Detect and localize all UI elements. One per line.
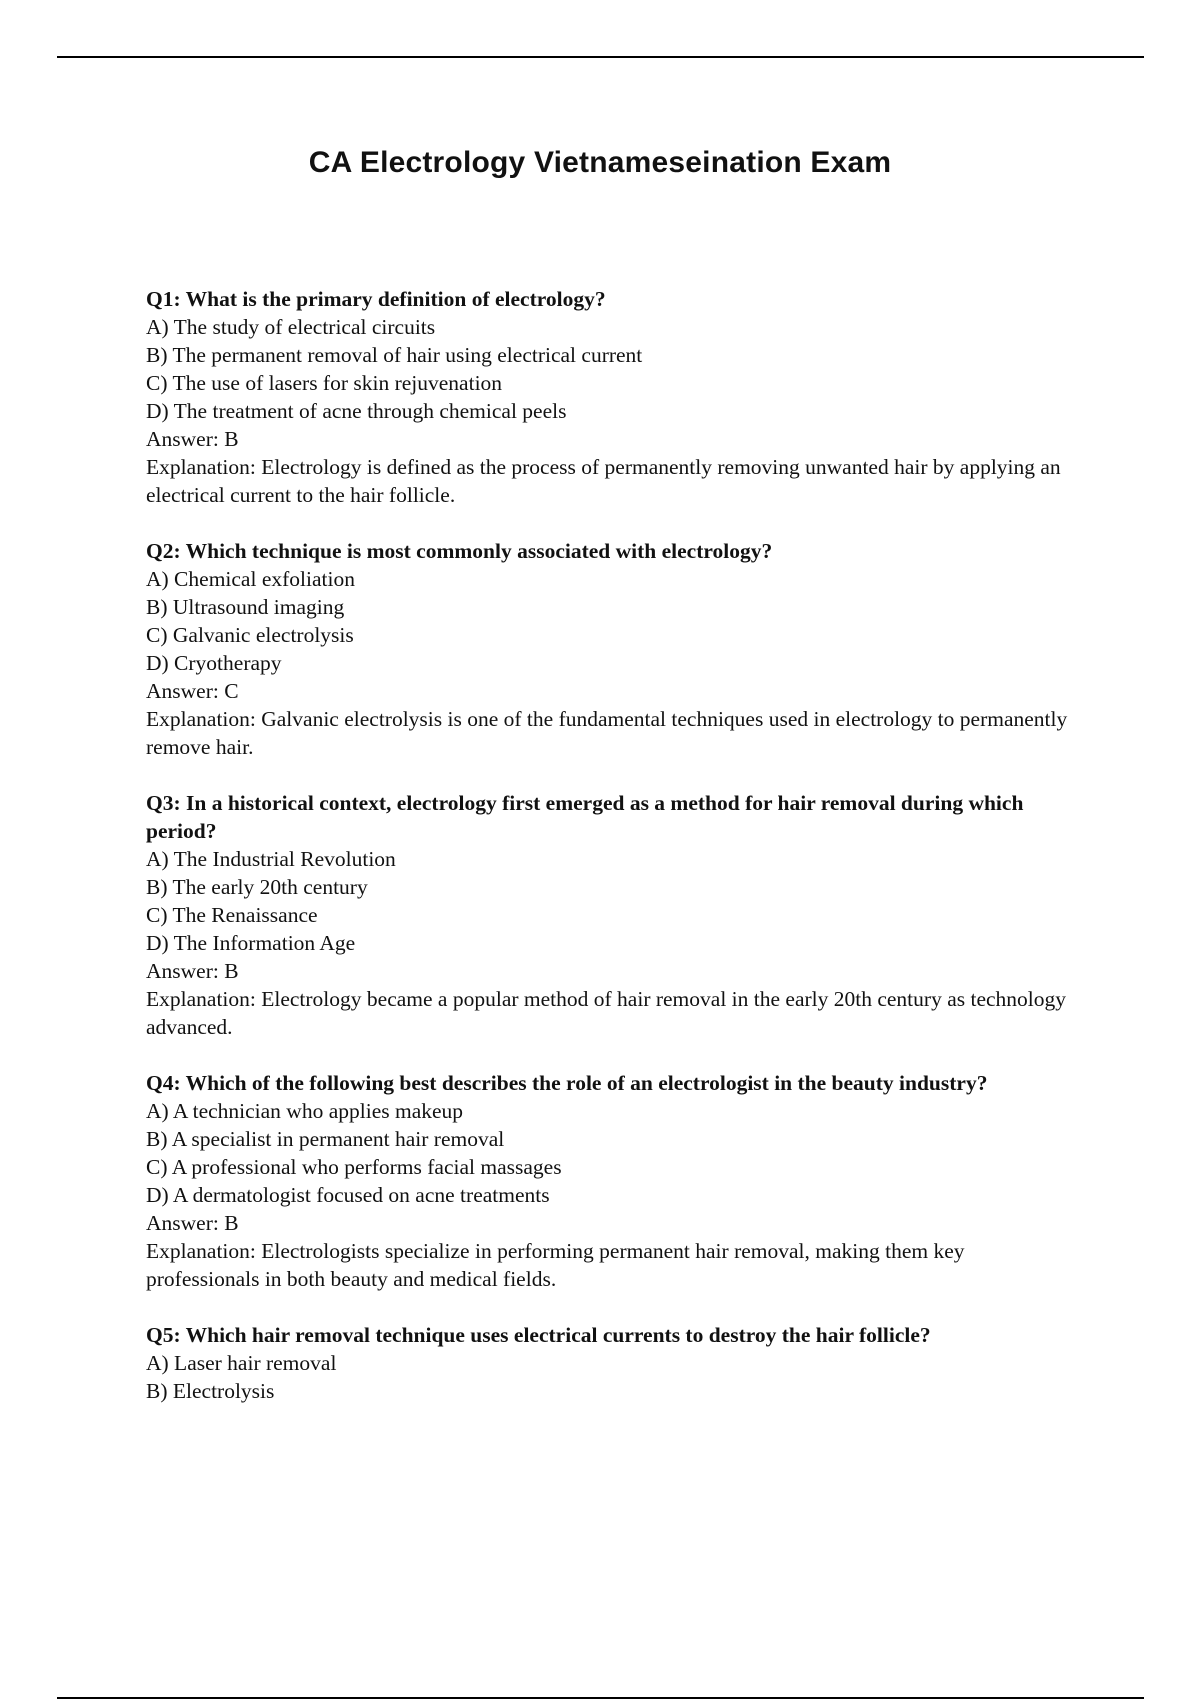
document-body	[146, 285, 1076, 1433]
answer: Answer: C	[146, 679, 239, 703]
option-a: A) A technician who applies makeup	[146, 1099, 464, 1123]
question-title: Q2: Which technique is most commonly associated with electrology?	[146, 539, 773, 563]
option-c: C) A professional who performs facial massages	[146, 1155, 562, 1179]
question-2	[146, 537, 1076, 761]
option-b: B) Electrolysis	[146, 1379, 275, 1403]
explanation: Explanation: Galvanic electrolysis is one of the fundamental techniques used in electrology to permanently remove hair.	[146, 707, 1068, 759]
option-a: A) Chemical exfoliation	[146, 567, 355, 591]
option-c: C) Galvanic electrolysis	[146, 623, 354, 647]
answer: Answer: B	[146, 959, 239, 983]
option-b: B) Ultrasound imaging	[146, 595, 345, 619]
question-title: Q1: What is the primary definition of electrology?	[146, 287, 606, 311]
explanation: Explanation: Electrologists specialize in performing permanent hair removal, making them key professionals in both beauty and medical fields.	[146, 1239, 965, 1291]
answer: Answer: B	[146, 427, 239, 451]
question-3	[146, 789, 1076, 1041]
option-b: B) A specialist in permanent hair removal	[146, 1127, 505, 1151]
bottom-divider	[57, 1697, 1144, 1699]
option-a: A) The study of electrical circuits	[146, 315, 436, 339]
option-a: A) Laser hair removal	[146, 1351, 337, 1375]
page-title: CA Electrology Vietnameseination Exam	[308, 146, 892, 179]
question-title: Q5: Which hair removal technique uses electrical currents to destroy the hair follicle?	[146, 1323, 931, 1347]
question-title: Q3: In a historical context, electrology first emerged as a method for hair removal during which period?	[146, 791, 1024, 843]
option-d: D) The treatment of acne through chemical peels	[146, 399, 567, 423]
option-b: B) The early 20th century	[146, 875, 368, 899]
answer: Answer: B	[146, 1211, 239, 1235]
question-5	[146, 1321, 1076, 1405]
explanation: Explanation: Electrology is defined as the process of permanently removing unwanted hair by applying an electrical current to the hair follicle.	[146, 455, 1061, 507]
option-b: B) The permanent removal of hair using electrical current	[146, 343, 643, 367]
top-divider	[57, 56, 1144, 58]
question-title: Q4: Which of the following best describes the role of an electrologist in the beauty industry?	[146, 1071, 988, 1095]
option-d: D) Cryotherapy	[146, 651, 282, 675]
option-a: A) The Industrial Revolution	[146, 847, 396, 871]
question-1	[146, 285, 1076, 509]
question-4	[146, 1069, 1076, 1293]
explanation: Explanation: Electrology became a popular method of hair removal in the early 20th century as technology advanced.	[146, 987, 1067, 1039]
option-c: C) The Renaissance	[146, 903, 318, 927]
option-d: D) The Information Age	[146, 931, 356, 955]
option-c: C) The use of lasers for skin rejuvenation	[146, 371, 503, 395]
option-d: D) A dermatologist focused on acne treatments	[146, 1183, 550, 1207]
